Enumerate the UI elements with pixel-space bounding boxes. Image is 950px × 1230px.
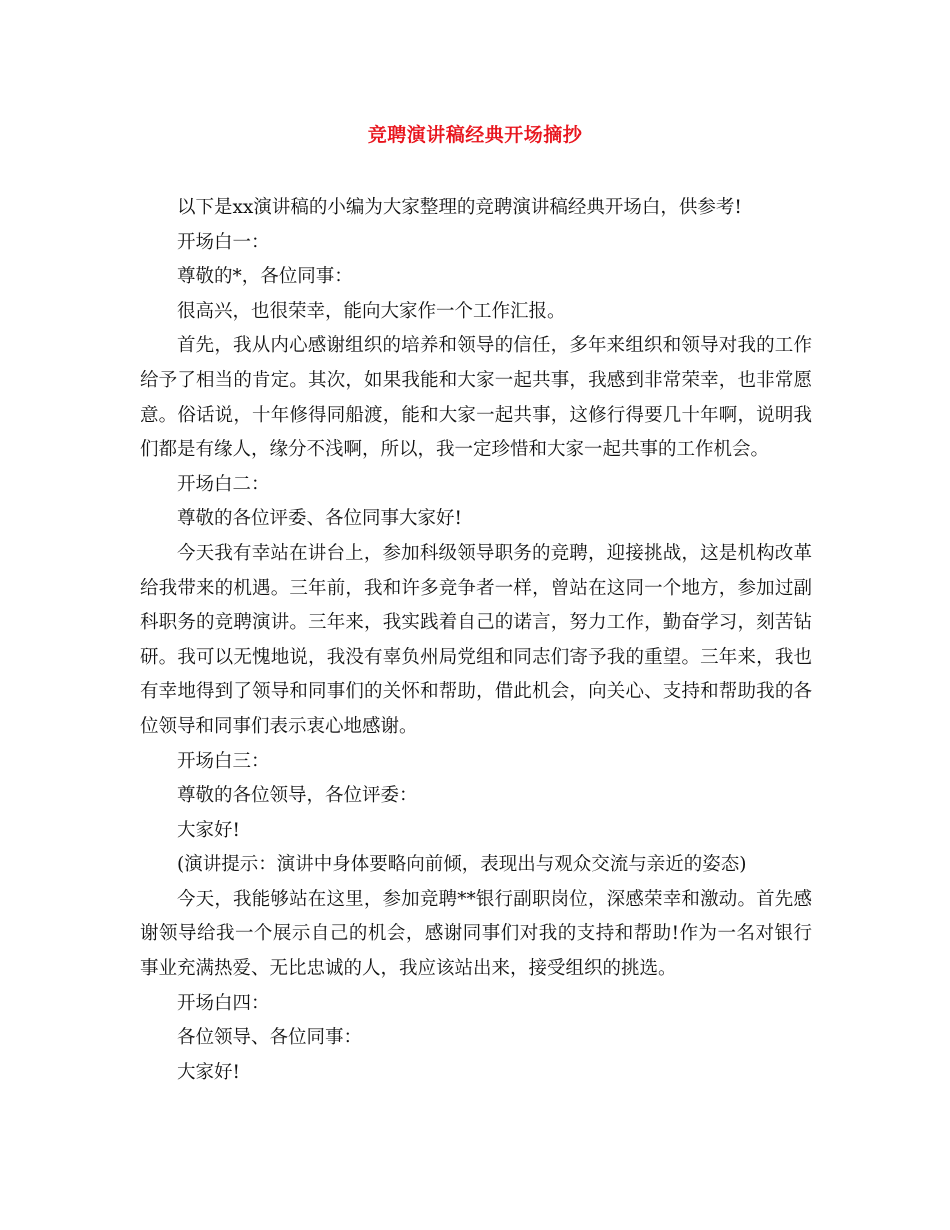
paragraph: 尊敬的*，各位同事： <box>177 266 353 288</box>
paragraph: 大家好! <box>177 819 240 841</box>
paragraph: 尊敬的各位评委、各位同事大家好! <box>177 508 462 530</box>
paragraph: (演讲提示：演讲中身体要略向前倾，表现出与观众交流与亲近的姿态) <box>177 854 747 876</box>
document-title: 竞聘演讲稿经典开场摘抄 <box>367 124 583 146</box>
paragraph: 大家好! <box>177 1061 240 1083</box>
paragraph: 开场白二： <box>177 473 270 495</box>
paragraph: 尊敬的各位领导，各位评委： <box>177 785 418 807</box>
paragraph: 开场白四： <box>177 992 270 1014</box>
paragraph: 今天我有幸站在讲台上，参加科级领导职务的竞聘，迎接挑战，这是机构改革给我带来的机遇。三年前，我和许多竞争者一样，曾站在这同一个地方，参加过副科职务的竞聘演讲。三年来，我实践着自己的诺言，努力工作，勤奋学习，刻苦钻研。我可以无愧地说，我没有辜负州局党组和同志们寄予我的重望。三年来，我也有幸地得到了领导和同事们的关怀和帮助，借此机会，向关心、支持和帮助我的各位领导和同事们表示衷心地感谢。 <box>140 542 812 737</box>
paragraph: 各位领导、各位同事： <box>177 1027 363 1049</box>
paragraph: 以下是xx演讲稿的小编为大家整理的竞聘演讲稿经典开场白，供参考! <box>177 197 742 218</box>
paragraph: 开场白一： <box>177 231 270 253</box>
paragraph: 开场白三： <box>177 750 270 772</box>
paragraph: 首先，我从内心感谢组织的培养和领导的信任，多年来组织和领导对我的工作给予了相当的肯定。其次，如果我能和大家一起共事，我感到非常荣幸，也非常愿意。俗话说，十年修得同船渡，能和大家一起共事，这修行得要几十年啊，说明我们都是有缘人，缘分不浅啊，所以，我一定珍惜和大家一起共事的工作机会。 <box>140 335 812 461</box>
paragraph: 今天，我能够站在这里，参加竞聘**银行副职岗位，深感荣幸和激动。首先感谢领导给我一个展示自己的机会，感谢同事们对我的支持和帮助!作为一名对银行事业充满热爱、无比忠诚的人，我应该站出来，接受组织的挑选。 <box>140 888 812 980</box>
paragraph: 很高兴，也很荣幸，能向大家作一个工作汇报。 <box>177 300 566 322</box>
document-body <box>140 191 812 1090</box>
